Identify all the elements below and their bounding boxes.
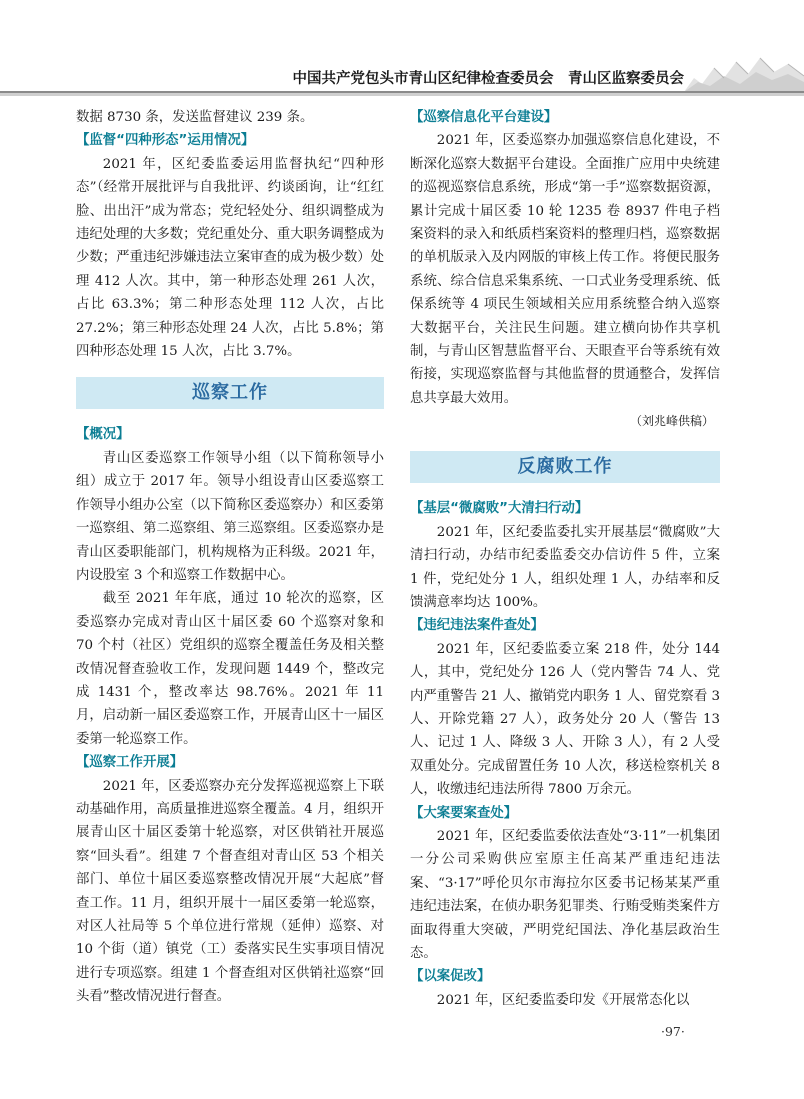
section-title: 反腐败工作 <box>410 451 720 483</box>
paragraph: 截至 2021 年年底，通过 10 轮次的巡察，区委巡察办完成对青山区十届区委 60 个巡察对象和 70 个村（社区）党组织的巡察全覆盖任务及相关整改情况督查验收工作，发现问题 1449 个，整改完成 1431 个，整改率达 98.76%。2021 年 11 月，启动新一届区委巡察工作，开展青山区十一届区委第一轮巡察工作。 <box>76 591 384 747</box>
author-credit: （刘兆峰供稿） <box>629 414 714 429</box>
subheading: 【基层“微腐败”大清扫行动】 <box>410 501 589 517</box>
right-column <box>410 106 720 1012</box>
paragraph: 2021 年，区纪委监委立案 218 件，处分 144 人，其中，党纪处分 126 人（党内警告 74 人、党内严重警告 21 人、撤销党内职务 1 人、留党察看 3 人、开除党籍 27 人），政务处分 20 人（警告 13 人、记过 1 人、降级 3 人、开除 3 人），有 2 人受双重处分。完成留置任务 10 人次，移送检察机关 8 人，收缴违纪违法所得 7800 万余元。 <box>410 641 720 798</box>
paragraph: 2021 年，区纪委监委运用监督执纪“四种形态”（经常开展批评与自我批评、约谈函询，让“红红脸、出出汗”成为常态；党纪轻处分、组织调整成为违纪处理的大多数；党纪重处分、重大职务调整成为少数；严重违纪涉嫌违法立案审查的成为极少数）处理 412 人次。其中，第一种形态处理 261 人次，占比 63.3%；第二种形态处理 112 人次，占比 27.2%；第三种形态处理 24 人次，占比 5.8%；第四种形态处理 15 人次，占比 3.7%。 <box>76 156 384 360</box>
paragraph: 数据 8730 条，发送监督建议 239 条。 <box>76 110 314 125</box>
subheading: 【监督“四种形态”运用情况】 <box>76 133 255 149</box>
page-number: ·97· <box>661 1024 685 1039</box>
subheading: 【巡察工作开展】 <box>76 755 184 771</box>
page-header <box>0 0 804 100</box>
paragraph: 2021 年，区纪委监委印发《开展常态化以 <box>436 992 690 1008</box>
paragraph: 2021 年，区纪委监委依法查处“3·11”一机集团一分公司采购供应室原主任高某严重违纪违法案、“3·17”呼伦贝尔市海拉尔区委书记杨某某严重违纪违法案，在侦办职务犯罪类、行贿受贿类案件方面取得重大突破，严明党纪国法、净化基层政治生态。 <box>410 828 720 961</box>
section-title: 巡察工作 <box>76 377 384 409</box>
mountain-decoration-icon <box>684 48 804 92</box>
subheading: 【以案促改】 <box>410 969 491 985</box>
subheading: 【大案要案查处】 <box>410 805 518 821</box>
subheading: 【概况】 <box>76 427 130 443</box>
header-title: 中国共产党包头市青山区纪律检查委员会 青山区监察委员会 <box>292 71 684 87</box>
subheading: 【巡察信息化平台建设】 <box>410 110 558 125</box>
subheading: 【违纪违法案件查处】 <box>410 618 544 634</box>
paragraph: 青山区委巡察工作领导小组（以下简称领导小组）成立于 2017 年。领导小组设青山区委巡察工作领导小组办公室（以下简称区委巡察办）和区委第一巡察组、第二巡察组、第三巡察组。区委巡察办是青山区委职能部门，机构规格为正科级。2021 年，内设股室 3 个和巡察工作数据中心。 <box>76 450 384 583</box>
paragraph: 2021 年，区委巡察办充分发挥巡视巡察上下联动基础作用，高质量推进巡察全覆盖。4 月，组织开展青山区十届区委第十轮巡察，对区供销社开展巡察“回头看”。组建 7 个督查组对青山区 53 个相关部门、单位十届区委巡察整改情况开展“大起底”督查工作。11 月，组织开展十一届区委第一轮巡察，对区人社局等 5 个单位进行常规（延伸）巡察、对 10 个街（道）镇党（工）委落实民生实事项目情况进行专项巡察。组建 1 个督查组对区供销社巡察“回头看”整改情况进行督查。 <box>76 778 384 1005</box>
paragraph: 2021 年，区委巡察办加强巡察信息化建设，不断深化巡察大数据平台建设。全面推广应用中央统建的巡视巡察信息系统，形成“第一手”巡察数据资源，累计完成十届区委 10 轮 1235 卷 8937 件电子档案资料的录入和纸质档案资料的整理归档，巡察数据的单机版录入及内网版的审核上传工作。将便民服务系统、综合信息采集系统、一口式业务受理系统、低保系统等 4 项民生领域相关应用系统整合纳入巡察大数据平台，关注民生问题。建立横向协作共享机制，与青山区智慧监督平台、天眼查平台等系统有效衔接，实现巡察监督与其他监督的贯通整合，发挥信息共享最大效用。 <box>410 133 720 406</box>
left-column <box>76 106 384 1009</box>
header-rule-shadow <box>0 93 804 96</box>
paragraph: 2021 年，区纪委监委扎实开展基层“微腐败”大清扫行动，办结市纪委监委交办信访件 5 件，立案 1 件，党纪处分 1 人，组织处理 1 人，办结率和反馈满意率均达 100%。 <box>410 524 720 610</box>
